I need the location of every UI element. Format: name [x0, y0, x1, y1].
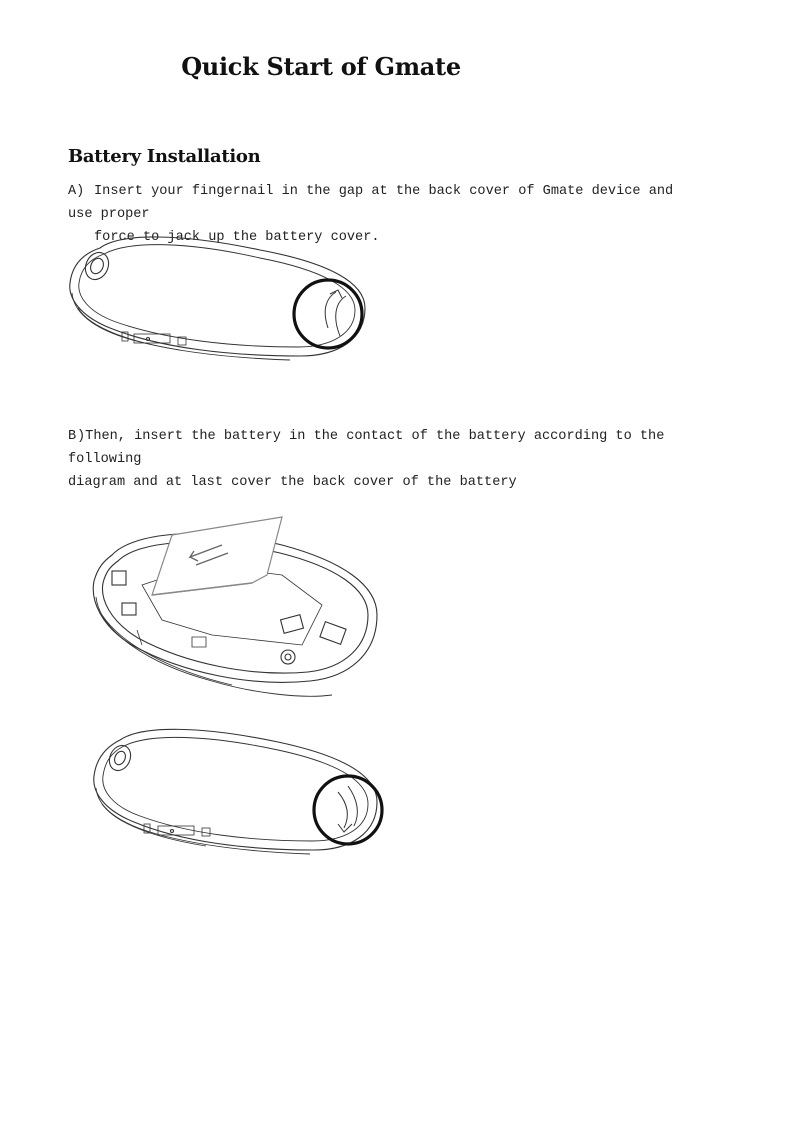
section-heading: Battery Installation: [68, 146, 261, 167]
device-outline: [70, 237, 365, 356]
page-title: Quick Start of Gmate: [181, 52, 461, 81]
step-b-label: B ): [68, 429, 86, 444]
battery-insertion-illustration: [82, 505, 392, 705]
step-a-line-1: Insert your fingernail in the gap at the back cover of Gmate device and use proper: [68, 184, 674, 222]
highlight-circle: [294, 280, 362, 348]
battery-pack: [152, 517, 282, 595]
step-b-line-1: Then, insert the battery in the contact of the battery according to the following: [68, 429, 665, 467]
step-b-line-2: diagram and at last cover the back cover of the battery: [68, 475, 517, 490]
step-a-line-2: force to jack up the battery cover.: [94, 230, 380, 245]
device-outline: [94, 729, 377, 850]
step-b: [68, 425, 688, 494]
cover-close-illustration: [82, 720, 392, 865]
step-a-label: A): [68, 184, 85, 199]
cover-removal-illustration: [60, 228, 380, 368]
